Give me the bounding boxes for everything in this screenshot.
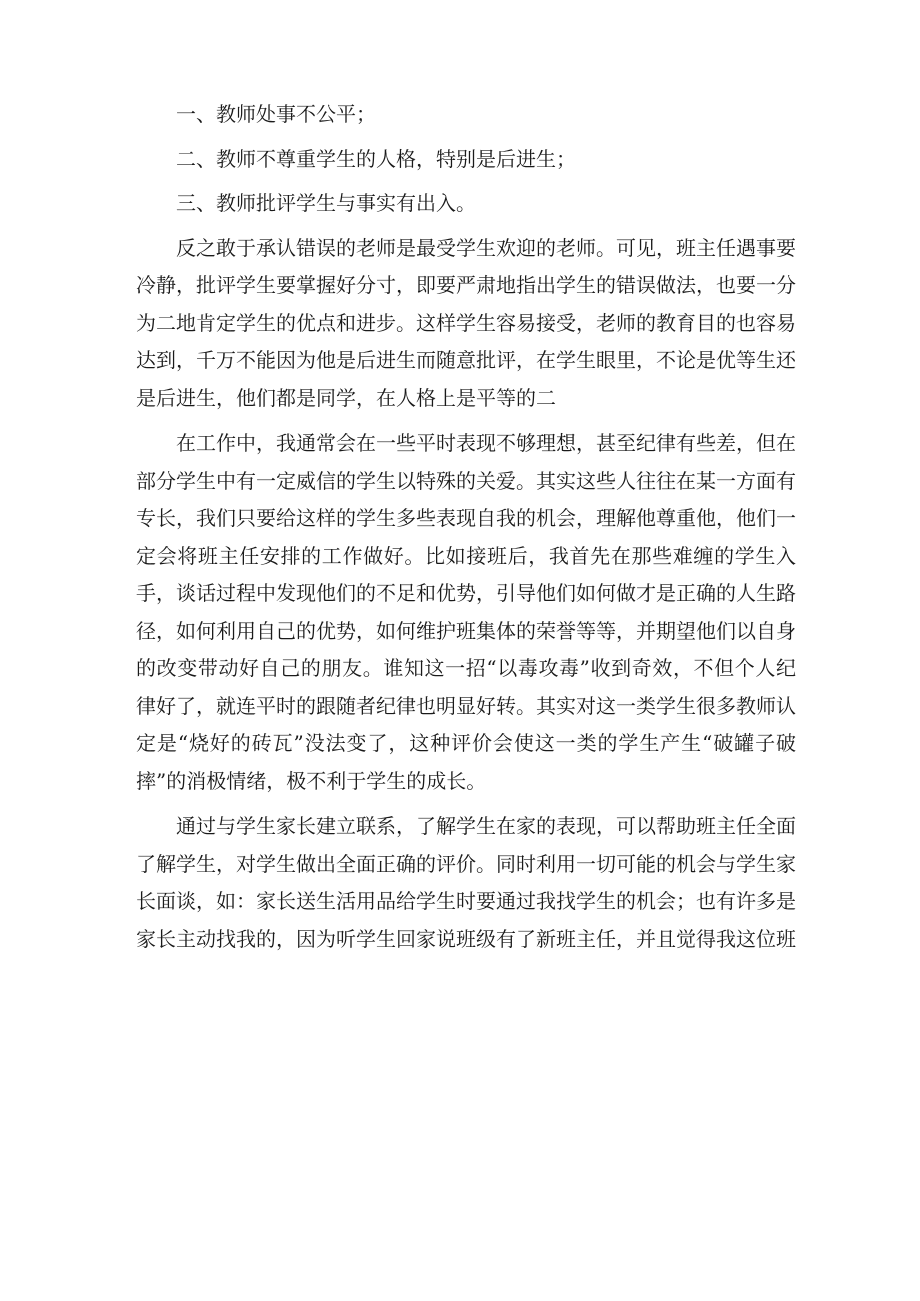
document-body <box>136 96 796 958</box>
paragraph-3: 通过与学生家长建立联系，了解学生在家的表现，可以帮助班主任全面了解学生，对学生做出全面正确的评价。同时利用一切可能的机会与学生家长面谈，如：家长送生活用品给学生时要通过我找学生的机会；也有许多是家长主动找我的，因为听学生回家说班级有了新班主任，并且觉得我这位班 <box>136 814 796 951</box>
list-item-3: 三、教师批评学生与事实有出入。 <box>176 191 476 215</box>
paragraph-2: 在工作中，我通常会在一些平时表现不够理想，甚至纪律有些差，但在部分学生中有一定威信的学生以特殊的关爱。其实这些人往往在某一方面有专长，我们只要给这样的学生多些表现自我的机会，理解他尊重他，他们一定会将班主任安排的工作做好。比如接班后，我首先在那些难缠的学生入手，谈话过程中发现他们的不足和优势，引导他们如何做才是正确的人生路径，如何利用自己的优势，如何维护班集体的荣誉等等，并期望他们以自身的改变带动好自己的朋友。谁知这一招“以毒攻毒”收到奇效，不但个人纪律好了，就连平时的跟随者纪律也明显好转。其实对这一类学生很多教师认定是“烧好的砖瓦”没法变了，这种评价会使这一类的学生产生“破罐子破摔”的消极情绪，极不利于学生的成长。 <box>136 431 796 793</box>
paragraph-1: 反之敢于承认错误的老师是最受学生欢迎的老师。可见，班主任遇事要冷静，批评学生要掌握好分寸，即要严肃地指出学生的错误做法，也要一分为二地肯定学生的优点和进步。这样学生容易接受，老师的教育目的也容易达到，千万不能因为他是后进生而随意批评，在学生眼里，不论是优等生还是后进生，他们都是同学，在人格上是平等的二 <box>136 235 796 410</box>
list-item-1: 一、教师处事不公平； <box>176 102 376 126</box>
list-item-2: 二、教师不尊重学生的人格，特别是后进生； <box>176 146 576 171</box>
